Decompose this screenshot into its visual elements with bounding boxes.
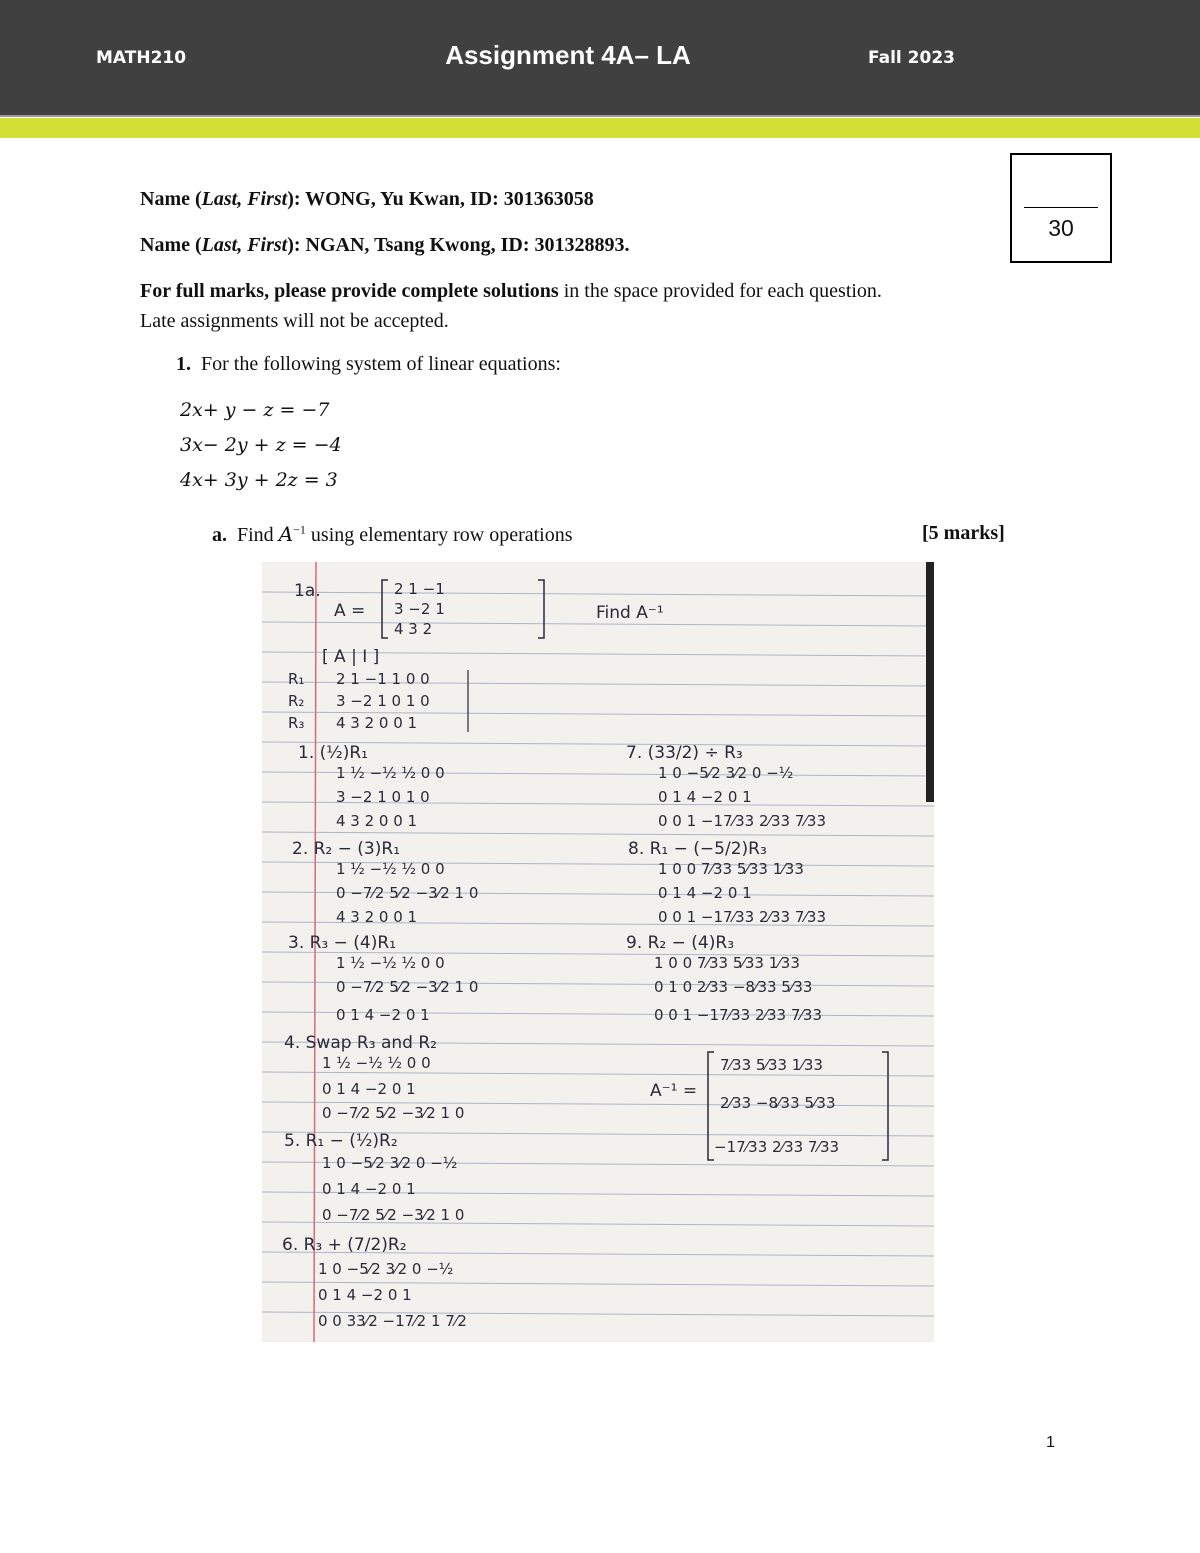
hw-heading: 1a. [294, 581, 321, 601]
svg-text:4 3 2 0 0 1: 4 3 2 0 0 1 [336, 812, 418, 830]
svg-text:0 1 4 −2 0 1: 0 1 4 −2 0 1 [318, 1286, 412, 1304]
equation-3: 4x+ 3y + 2z = 3 [180, 469, 338, 491]
equation-1: 2x+ y − z = −7 [180, 399, 330, 421]
assignment-title: Assignment 4A– LA [445, 40, 691, 70]
svg-text:0 1 4 −2 0 1: 0 1 4 −2 0 1 [658, 884, 752, 902]
part-a-marks: [5 marks] [922, 522, 1005, 544]
term-label: Fall 2023 [868, 48, 955, 68]
hw-step-4: 4. Swap R₃ and R₂ [284, 1033, 437, 1053]
hw-matrix-a [394, 580, 445, 638]
notebook-paper [262, 562, 934, 1342]
hw-step-6: 6. R₃ + (7/2)R₂ [282, 1235, 407, 1255]
svg-text:2 1 −1 1 0 0: 2 1 −1 1 0 0 [336, 670, 430, 688]
name-label-close: ): [287, 188, 301, 210]
svg-text:0 0 33⁄2 −17⁄2 1 7⁄2: 0 0 33⁄2 −17⁄2 1 7⁄2 [318, 1312, 467, 1330]
svg-text:0 0 1 −17⁄33 2⁄33 7⁄33: 0 0 1 −17⁄33 2⁄33 7⁄33 [658, 812, 826, 830]
svg-text:0 1 4 −2 0 1: 0 1 4 −2 0 1 [658, 788, 752, 806]
svg-text:7⁄33 5⁄33 1⁄33: 7⁄33 5⁄33 1⁄33 [720, 1056, 823, 1074]
hw-step-9: 9. R₂ − (4)R₃ [626, 933, 735, 953]
svg-text:1 0 0 7⁄33 5⁄33 1⁄33: 1 0 0 7⁄33 5⁄33 1⁄33 [658, 860, 804, 878]
svg-text:0 1 4 −2 0 1: 0 1 4 −2 0 1 [322, 1180, 416, 1198]
svg-text:3 −2 1 0 1 0: 3 −2 1 0 1 0 [336, 692, 430, 710]
name-format: Last, First [201, 188, 288, 210]
svg-text:0 0 1 −17⁄33 2⁄33 7⁄33: 0 0 1 −17⁄33 2⁄33 7⁄33 [658, 908, 826, 926]
equation-2: 3x− 2y + z = −4 [180, 434, 342, 456]
svg-text:1 ½ −½ ½ 0 0: 1 ½ −½ ½ 0 0 [336, 860, 445, 878]
accent-stripe [0, 118, 1200, 138]
hw-matrix-label: A = [334, 601, 366, 621]
hw-inverse-matrix [714, 1056, 839, 1156]
hw-step-7: 7. (33/2) ÷ R₃ [626, 743, 743, 763]
photo-edge [926, 562, 934, 802]
svg-text:1 ½ −½ ½ 0 0: 1 ½ −½ ½ 0 0 [322, 1054, 431, 1072]
header-bar [0, 0, 1200, 115]
part-letter: a. [212, 524, 227, 546]
svg-text:4 3 2 0 0 1: 4 3 2 0 0 1 [336, 908, 418, 926]
svg-text:0 1 0 2⁄33 −8⁄33 5⁄33: 0 1 0 2⁄33 −8⁄33 5⁄33 [654, 978, 813, 996]
inverse-exponent: −1 [293, 522, 306, 537]
name-format: Last, First [201, 234, 288, 256]
name-label-close: ): [287, 234, 301, 256]
svg-text:0 0 1 −17⁄33 2⁄33 7⁄33: 0 0 1 −17⁄33 2⁄33 7⁄33 [654, 1006, 822, 1024]
hw-augmented-matrix [336, 670, 430, 732]
matrix-symbol: A [278, 522, 294, 546]
hw-step-2: 2. R₂ − (3)R₁ [292, 839, 401, 859]
question-1 [176, 353, 561, 376]
svg-text:−17⁄33 2⁄33 7⁄33: −17⁄33 2⁄33 7⁄33 [714, 1138, 840, 1156]
hw-augmented: [ A | I ] [322, 647, 380, 667]
hw-step-8: 8. R₁ − (−5/2)R₃ [628, 839, 767, 859]
score-box [1010, 153, 1112, 263]
svg-text:0 1 4 −2 0 1: 0 1 4 −2 0 1 [336, 1006, 430, 1024]
svg-text:4 3 2: 4 3 2 [394, 620, 433, 638]
student-2-info: NGAN, Tsang Kwong, ID: 301328893. [300, 234, 630, 256]
svg-text:2⁄33 −8⁄33 5⁄33: 2⁄33 −8⁄33 5⁄33 [720, 1094, 836, 1112]
header-divider [0, 115, 1200, 117]
part-text-before: Find [237, 524, 279, 546]
page-number: 1 [1046, 1434, 1055, 1451]
svg-text:1 0 −5⁄2 3⁄2 0 −½: 1 0 −5⁄2 3⁄2 0 −½ [318, 1260, 454, 1278]
question-number: 1. [176, 353, 191, 375]
svg-text:1 0 −5⁄2 3⁄2 0 −½: 1 0 −5⁄2 3⁄2 0 −½ [322, 1154, 458, 1172]
instructions-line [140, 280, 882, 303]
svg-text:0 −7⁄2 5⁄2 −3⁄2 1 0: 0 −7⁄2 5⁄2 −3⁄2 1 0 [336, 884, 479, 902]
name-label: Name ( [140, 234, 202, 256]
svg-text:1 ½ −½ ½ 0 0: 1 ½ −½ ½ 0 0 [336, 954, 445, 972]
svg-text:R₃: R₃ [288, 714, 305, 732]
svg-text:1 0 0 7⁄33 5⁄33 1⁄33: 1 0 0 7⁄33 5⁄33 1⁄33 [654, 954, 800, 972]
svg-text:0 1 4 −2 0 1: 0 1 4 −2 0 1 [322, 1080, 416, 1098]
svg-text:1 0 −5⁄2 3⁄2 0 −½: 1 0 −5⁄2 3⁄2 0 −½ [658, 764, 794, 782]
hw-find: Find A⁻¹ [596, 603, 664, 623]
part-text-after: using elementary row operations [305, 524, 573, 546]
hw-step-5: 5. R₁ − (½)R₂ [284, 1131, 398, 1151]
student-1-line [140, 188, 594, 211]
student-2-line [140, 234, 630, 257]
score-blank-line [1024, 207, 1098, 208]
svg-text:R₂: R₂ [288, 692, 305, 710]
svg-text:2 1 −1: 2 1 −1 [394, 580, 445, 598]
hw-result-label: A⁻¹ = [650, 1081, 698, 1101]
part-a [212, 522, 573, 547]
student-1-info: WONG, Yu Kwan, ID: 301363058 [300, 188, 594, 210]
hw-step-1: 1. (½)R₁ [298, 743, 368, 763]
name-label: Name ( [140, 188, 202, 210]
svg-text:3 −2 1: 3 −2 1 [394, 600, 445, 618]
course-code: MATH210 [96, 48, 187, 68]
svg-text:R₁: R₁ [288, 670, 305, 688]
svg-text:1 ½ −½ ½ 0 0: 1 ½ −½ ½ 0 0 [336, 764, 445, 782]
svg-text:4 3 2 0 0 1: 4 3 2 0 0 1 [336, 714, 418, 732]
svg-text:0 −7⁄2 5⁄2 −3⁄2 1 0: 0 −7⁄2 5⁄2 −3⁄2 1 0 [322, 1104, 465, 1122]
handwritten-solution-photo [262, 562, 934, 1342]
score-total: 30 [1048, 215, 1074, 241]
svg-text:0 −7⁄2 5⁄2 −3⁄2 1 0: 0 −7⁄2 5⁄2 −3⁄2 1 0 [336, 978, 479, 996]
hw-row-labels [288, 670, 304, 732]
instructions-bold: For full marks, please provide complete solutions [140, 280, 559, 302]
hw-step-3: 3. R₃ − (4)R₁ [288, 933, 397, 953]
question-text: For the following system of linear equations: [201, 353, 561, 375]
svg-text:0 −7⁄2 5⁄2 −3⁄2 1 0: 0 −7⁄2 5⁄2 −3⁄2 1 0 [322, 1206, 465, 1224]
instructions-rest: in the space provided for each question. [558, 280, 882, 302]
late-policy: Late assignments will not be accepted. [140, 310, 449, 332]
svg-text:3 −2 1 0 1 0: 3 −2 1 0 1 0 [336, 788, 430, 806]
